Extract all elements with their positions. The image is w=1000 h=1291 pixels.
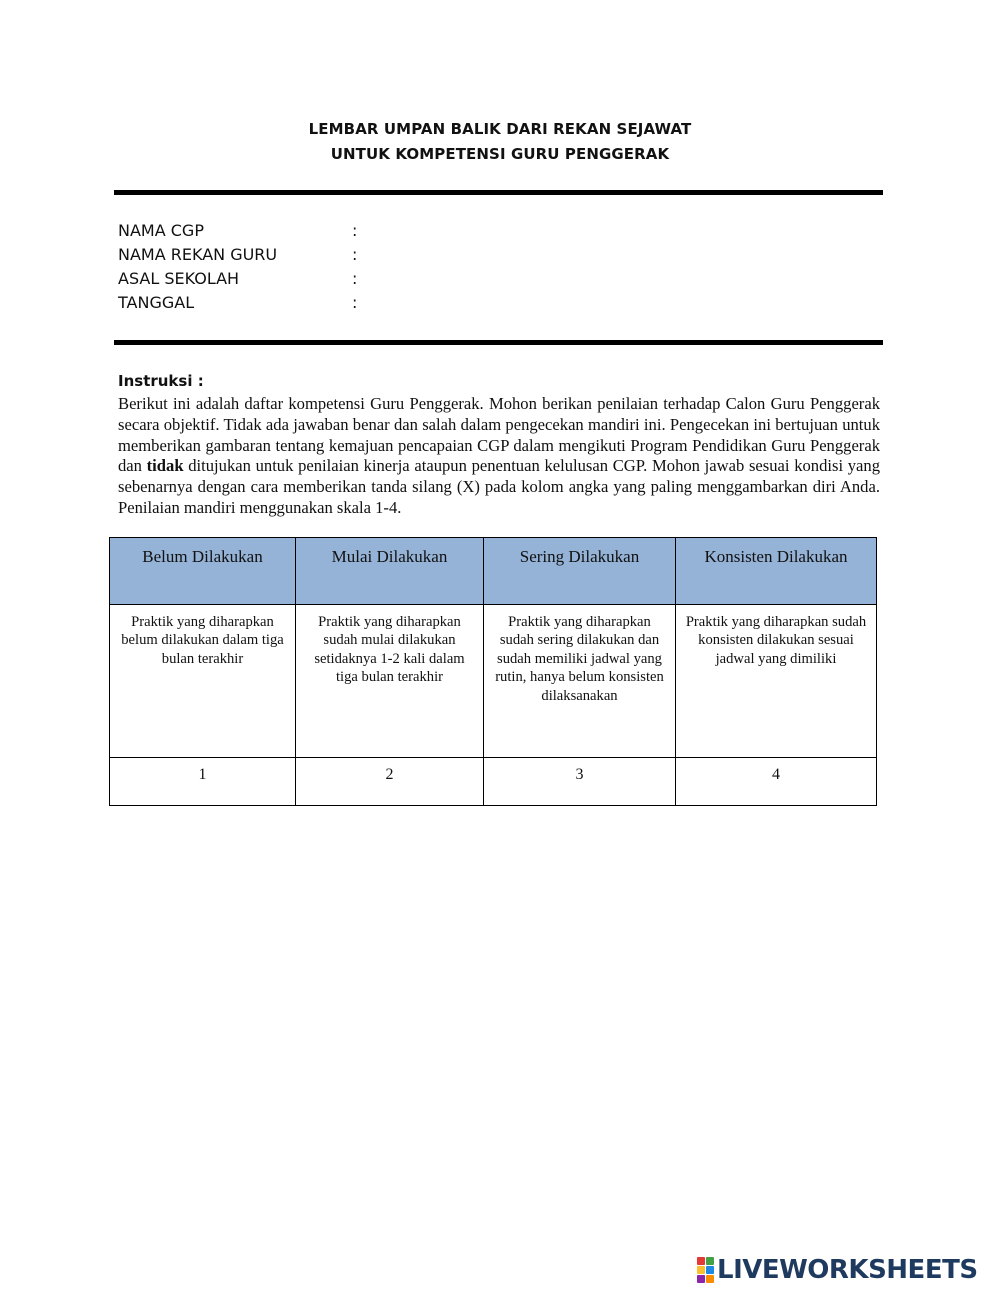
bottom-divider (114, 340, 883, 345)
liveworksheets-logo-icon (697, 1257, 714, 1283)
field-colon: : (352, 269, 358, 288)
document-title-line-1: LEMBAR UMPAN BALIK DARI REKAN SEJAWAT (308, 120, 692, 138)
document-title-line-2: UNTUK KOMPETENSI GURU PENGGERAK (330, 145, 670, 163)
scale-description-3: Praktik yang diharapkan sudah sering dilakukan dan sudah memiliki jadwal yang rutin, hanya belum konsisten dilaksanakan (484, 605, 676, 758)
logo-block (697, 1275, 705, 1283)
logo-block (706, 1266, 714, 1274)
scale-score-2[interactable]: 2 (296, 758, 484, 806)
scale-header-mulai-dilakukan: Mulai Dilakukan (296, 538, 484, 605)
scale-header-row (110, 538, 877, 605)
field-colon: : (352, 221, 358, 240)
instructions-text-part-2: ditujukan untuk penilaian kinerja ataupun penentuan kelulusan CGP. Mohon jawab sesuai kondisi yang sebenarnya dengan cara memberikan tanda silang (X) pada kolom angka yang paling menggambarkan diri Anda. Penilaian mandiri menggunakan skala 1-4. (118, 456, 881, 517)
rating-scale-table (109, 537, 877, 806)
field-label-nama-rekan-guru: NAMA REKAN GURU (118, 245, 278, 264)
scale-score-4[interactable]: 4 (676, 758, 877, 806)
logo-block (706, 1275, 714, 1283)
logo-block (697, 1266, 705, 1274)
field-colon: : (352, 293, 358, 312)
instructions-heading: Instruksi : (118, 372, 204, 390)
liveworksheets-brand-text: LIVEWORKSHEETS (717, 1255, 978, 1285)
liveworksheets-watermark (697, 1256, 978, 1284)
logo-block (706, 1257, 714, 1265)
scale-description-1: Praktik yang diharapkan belum dilakukan dalam tiga bulan terakhir (110, 605, 296, 758)
field-label-asal-sekolah: ASAL SEKOLAH (118, 269, 240, 288)
scale-description-2: Praktik yang diharapkan sudah mulai dilakukan setidaknya 1-2 kali dalam tiga bulan terakhir (296, 605, 484, 758)
scale-description-row (110, 605, 877, 758)
field-colon: : (352, 245, 358, 264)
scale-score-1[interactable]: 1 (110, 758, 296, 806)
field-label-tanggal: TANGGAL (118, 293, 195, 312)
scale-score-3[interactable]: 3 (484, 758, 676, 806)
logo-block (697, 1257, 705, 1265)
instructions-text (118, 394, 880, 519)
scale-header-sering-dilakukan: Sering Dilakukan (484, 538, 676, 605)
instructions-text-part-1: Berikut ini adalah daftar kompetensi Guru Penggerak. Mohon berikan penilaian terhadap Calon Guru Penggerak secara objektif. Tidak ada jawaban benar dan salah dalam pengecekan mandiri ini. Pengecekan ini bertujuan untuk memberikan gambaran tentang kemajuan pencapaian CGP dalam mengikuti Program Pendidikan Guru Penggerak dan (118, 394, 880, 476)
field-label-nama-cgp: NAMA CGP (118, 221, 204, 240)
instructions-text-bold: tidak (146, 456, 184, 476)
scale-score-row (110, 758, 877, 806)
scale-description-4: Praktik yang diharapkan sudah konsisten dilakukan sesuai jadwal yang dimiliki (676, 605, 877, 758)
scale-header-konsisten-dilakukan: Konsisten Dilakukan (676, 538, 877, 605)
top-divider (114, 190, 883, 195)
scale-header-belum-dilakukan: Belum Dilakukan (110, 538, 296, 605)
